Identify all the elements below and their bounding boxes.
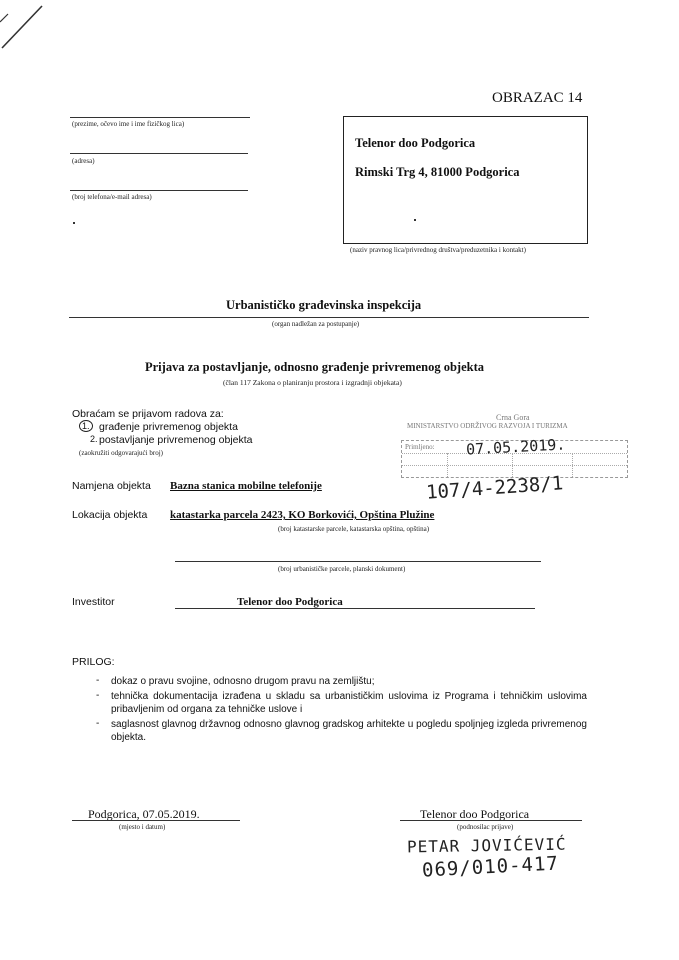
investor-label: Investitor xyxy=(72,596,115,608)
place-date-caption: (mjesto i datum) xyxy=(119,823,166,831)
address-caption: (adresa) xyxy=(72,157,95,165)
authority-caption: (organ nadležan za postupanje) xyxy=(272,320,360,328)
option-1-label: građenje privremenog objekta xyxy=(99,421,238,433)
investor-value: Telenor doo Podgorica xyxy=(237,596,343,608)
name-line xyxy=(70,117,250,118)
form-title: Prijava za postavljanje, odnosno građenje privremenog objekta xyxy=(145,360,484,374)
name-caption: (prezime, očevo ime i ime fizičkog lica) xyxy=(72,120,185,128)
address-line xyxy=(70,153,248,154)
speck xyxy=(414,219,416,221)
location-value: katastarka parcela 2423, KO Borkovići, Opština Plužine xyxy=(170,509,435,521)
company-name: Telenor doo Podgorica xyxy=(355,136,476,150)
authority-line xyxy=(69,317,589,318)
place-date: Podgorica, 07.05.2019. xyxy=(88,807,200,821)
company-box xyxy=(343,116,588,244)
company-caption: (naziv pravnog lica/privrednog društva/preduzetnika i kontakt) xyxy=(350,246,526,254)
purpose-label: Namjena objekta xyxy=(72,480,151,492)
authority-name: Urbanističko građevinska inspekcija xyxy=(226,298,422,312)
form-subtitle: (član 117 Zakona o planiranju prostora i izgradnji objekata) xyxy=(223,378,402,387)
stamp-received-date: 07.05.2019. xyxy=(465,435,566,459)
place-date-line xyxy=(72,820,240,821)
investor-line xyxy=(175,608,535,609)
stamp-ministry: MINISTARSTVO ODRŽIVOG RAZVOJA I TURIZMA xyxy=(407,422,568,430)
form-number: OBRAZAC 14 xyxy=(492,90,583,106)
bullet-dash: - xyxy=(96,718,100,729)
applicant-caption: (podnosilac prijave) xyxy=(457,823,514,831)
signer-name: PETAR JOVIĆEVIĆ xyxy=(406,834,567,857)
stamp-received-label: Primljeno: xyxy=(405,443,435,451)
stamp-reg-number: 107/4-2238/1 xyxy=(425,472,564,504)
attachment-item: saglasnost glavnog državnog odnosno glavnog gradskog arhitekte u pogledu spoljnjeg izgleda privremenog objekta. xyxy=(111,719,587,743)
option-2-label: postavljanje privremenog objekta xyxy=(99,434,253,446)
phone-line xyxy=(70,190,248,191)
urban-caption: (broj urbanističke parcele, planski dokument) xyxy=(278,565,406,573)
scan-mark xyxy=(0,0,60,50)
attachments-heading: PRILOG: xyxy=(72,656,115,668)
company-address: Rimski Trg 4, 81000 Podgorica xyxy=(355,165,520,179)
location-label: Lokacija objekta xyxy=(72,509,148,521)
footer-applicant: Telenor doo Podgorica xyxy=(420,807,530,821)
phone-caption: (broj telefona/e-mail adresa) xyxy=(72,193,152,201)
stamp-country: Crna Gora xyxy=(496,413,530,422)
speck xyxy=(73,222,75,224)
urban-line xyxy=(175,561,541,562)
applicant-line xyxy=(400,820,582,821)
option-1-num: 1. xyxy=(82,421,90,431)
purpose-value: Bazna stanica mobilne telefonije xyxy=(170,480,322,492)
location-caption: (broj katastarske parcele, katastarska opština, opština) xyxy=(278,525,430,533)
works-note: (zaokružiti odgovarajući broj) xyxy=(79,449,163,457)
attachment-item: dokaz o pravu svojine, odnosno drugom pravu na zemljištu; xyxy=(111,676,375,687)
works-intro: Obraćam se prijavom radova za: xyxy=(72,408,224,420)
signer-phone: 069/010-417 xyxy=(421,852,560,882)
option-2-num: 2. xyxy=(90,434,98,444)
bullet-dash: - xyxy=(96,690,100,701)
bullet-dash: - xyxy=(96,675,100,686)
attachment-item: tehnička dokumentacija izrađena u skladu sa urbanističkim uslovima iz Programa i tehničkim uslovima pribavljenim od organa za tehničke uslove i xyxy=(111,691,587,715)
